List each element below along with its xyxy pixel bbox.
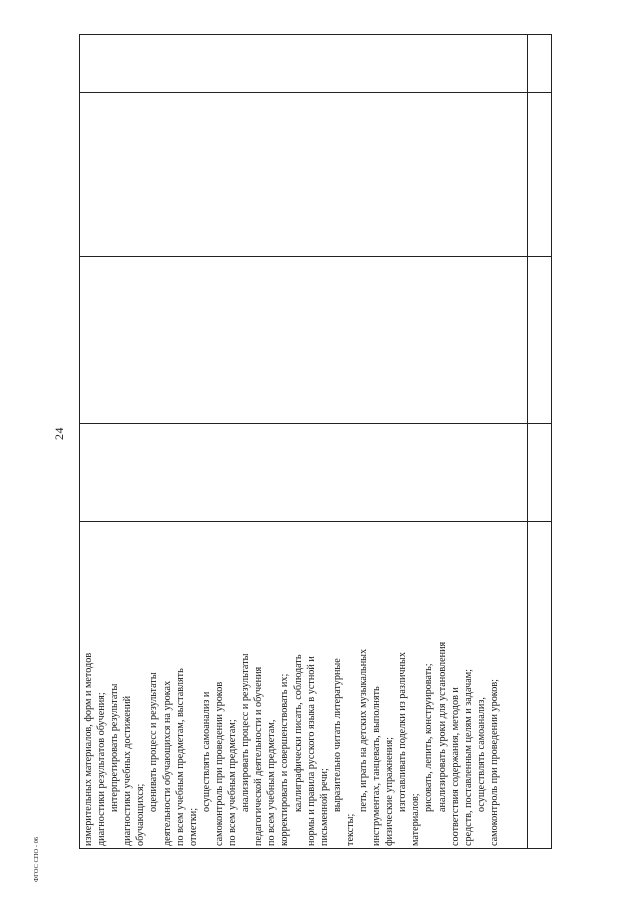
table-cell-empty [528,522,552,848]
text-line: анализировать уроки для установления [436,641,448,812]
text-line: изготавливать поделки из различных [397,652,409,812]
table-cell-empty [80,424,527,522]
text-line: материалов; [410,793,422,846]
table-cell-empty [80,257,527,424]
text-line: осуществлять самоанализ, [475,697,487,812]
table-cell-empty [528,93,552,257]
text-line: нормы и правила русского языка в устной и [305,656,317,846]
text-line: самоконтроль при проведении уроков; [488,679,500,846]
competency-table [79,34,552,849]
text-line: рисовать, лепить, конструировать; [423,663,435,812]
table-cell-empty [528,35,552,93]
page-number: 24 [52,427,66,440]
table-cell-empty [80,35,527,93]
text-line: отметки; [187,807,199,846]
text-line: обучающихся; [135,783,147,846]
text-line: средств, поставленным целям и задачам; [462,668,474,846]
text-line: выразительно читать литературные [331,658,343,812]
text-line: по всем учебным предметам, [266,719,278,846]
table-cell-empty [528,424,552,522]
table-cell-empty [528,257,552,424]
text-line: по всем учебным предметам, выставлять [174,668,186,846]
table-row [80,35,527,848]
table-row [527,35,552,848]
text-line: инструментах, танцевать, выполнять [371,686,383,846]
text-line: интерпретировать результаты [109,683,121,812]
text-line: измерительных материалов, форм и методов [83,652,94,846]
text-line: каллиграфически писать, соблюдать [292,654,304,812]
text-line: физические упражнения; [384,736,396,846]
text-line: письменной речи; [318,768,330,846]
text-line: тексты; [344,813,356,846]
text-line: деятельности обучающихся на уроках [161,680,173,846]
table-cell-empty [80,93,527,257]
competency-text-cell [80,522,527,848]
text-line: диагностики учебных достижений [122,695,134,846]
document-footer: ФГОС СПО - 06 [33,836,40,882]
text-line: по всем учебным предметам; [227,719,239,846]
text-line: анализировать процесс и результаты [240,653,252,812]
text-line: петь, играть на детских музыкальных [357,648,369,812]
text-line: педагогической деятельности и обучения [253,666,265,846]
text-line: корректировать и совершенствовать их; [279,673,291,846]
text-line: оценивать процесс и результаты [148,672,160,812]
text-line: самоконтроль при проведении уроков [213,681,225,846]
text-line: диагностики результатов обучения; [96,692,108,846]
text-line: осуществлять самоанализ и [200,691,212,812]
text-line: соответствия содержания, методов и [449,687,461,846]
